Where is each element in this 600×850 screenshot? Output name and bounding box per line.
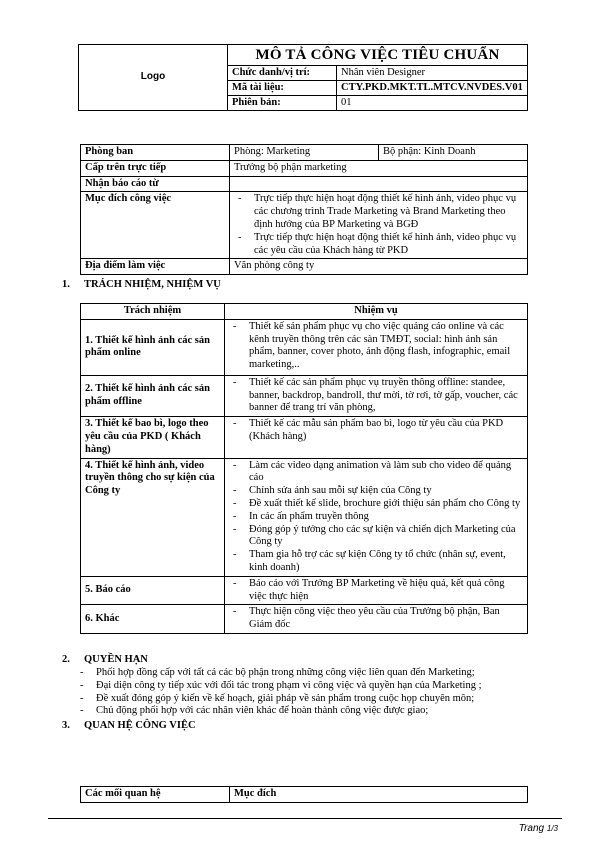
responsibility-name: 1. Thiết kế hình ảnh các sản phẩm online [81,319,225,375]
section-title: QUYỀN HẠN [84,654,148,665]
position-label: Chức danh/vị trí: [228,66,337,81]
task-item: - Báo cáo với Trưởng BP Marketing về hiệu quả, kết quả công việc thực hiện [229,578,523,604]
tasks-cell [225,576,528,605]
table-row [81,375,528,416]
responsibility-name: 5. Báo cáo [81,576,225,605]
table-row [81,576,528,605]
reports-from-label: Nhận báo cáo từ [81,176,230,192]
purpose-label: Mục đích công việc [81,192,230,259]
task-item: - In các ấn phẩm truyền thông [229,511,523,524]
table-row [81,319,528,375]
location-value: Văn phòng công ty [230,259,528,275]
supervisor-label: Cấp trên trực tiếp [81,160,230,176]
task-item: - Đề xuất thiết kế slide, brochure giới thiệu sản phẩm cho Công ty [229,498,523,511]
section-number: 3. [62,720,70,731]
purpose-item: - Trực tiếp thực hiện hoạt động thiết kế hình ảnh, video phục vụ các chương trình Trade Marketing và Brand Marketing theo định hướng của BP Marketing và BGĐ [234,193,523,231]
section-3-heading [62,720,196,733]
job-info-table [80,144,528,275]
doc-code-value: CTY.PKD.MKT.TL.MTCV.NVDES.V01 [337,81,528,96]
tasks-cell [225,605,528,634]
page-number: 1/3 [546,824,558,833]
task-item: - Làm các video dạng animation và làm sub cho video để quảng cáo [229,460,523,486]
table-row [81,458,528,576]
tasks-cell [225,375,528,416]
task-item: - Thiết kế sản phẩm phục vụ cho việc quảng cáo online và các kênh truyền thông trên các sàn TMĐT, social: hình ảnh sản phẩm, banner, cover photo, ảnh động flash, infographic, email marketing,.. [229,321,523,372]
task-item: - Thực hiện công việc theo yêu cầu của Trưởng bộ phận, Ban Giám đốc [229,606,523,632]
authority-list [78,667,548,718]
authority-item: - Đại diện công ty tiếp xúc với đối tác trong phạm vi công việc và quyền hạn của Marketing ; [78,680,548,693]
responsibility-name: 6. Khác [81,605,225,634]
section-title: TRÁCH NHIỆM, NHIỆM VỤ [84,279,221,290]
tasks-cell [225,417,528,458]
task-item: - Chỉnh sửa ảnh sau mỗi sự kiện của Công ty [229,485,523,498]
authority-item: - Đề xuất đóng góp ý kiến về kế hoạch, giải pháp về sản phẩm trong cuộc họp chuyên môn; [78,693,548,706]
logo: Logo [79,45,228,111]
page-label: Trang [518,823,545,834]
section-number: 1. [62,279,70,290]
version-value: 01 [337,96,528,111]
document-header [78,44,528,111]
location-label: Địa điểm làm việc [81,259,230,275]
responsibility-name: 3. Thiết kế bao bì, logo theo yêu cầu của PKD ( Khách hàng) [81,417,225,458]
section-number: 2. [62,654,70,665]
department-value: Phòng: Marketing [230,145,379,161]
authority-item: - Chủ động phối hợp với các nhân viên khác để hoàn thành công việc được giao; [78,705,548,718]
document-title: MÔ TẢ CÔNG VIỆC TIÊU CHUẨN [228,45,528,66]
purpose-item: - Trực tiếp thực hiện hoạt động thiết kế hình ảnh, video phục vụ các yêu cầu của Khách hàng từ PKD [234,232,523,258]
purpose-value [230,192,528,259]
responsibilities-table [80,303,528,634]
task-item: - Thiết kế các sản phẩm phục vụ truyền thông offline: standee, banner, backdrop, bandroll, thư mời, tờ rơi, tờ gấp, voucher, các banner để trang trí văn phòng, [229,377,523,415]
authority-item: - Phối hợp đồng cấp với tất cả các bộ phận trong những công việc liên quan đến Marketing; [78,667,548,680]
section-title: QUAN HỆ CÔNG VIỆC [84,720,196,731]
supervisor-value: Trưởng bộ phận marketing [230,160,528,176]
doc-code-label: Mã tài liệu: [228,81,337,96]
section-2-heading [62,654,148,667]
table-row [81,417,528,458]
responsibility-name: 4. Thiết kế hình ảnh, video truyền thông cho sự kiện của Công ty [81,458,225,576]
col-header-relations: Các mối quan hệ [81,787,230,803]
task-item: - Thiết kế các mẫu sản phẩm bao bì, logo từ yêu cầu của PKD (Khách hàng) [229,418,523,444]
department-label: Phòng ban [81,145,230,161]
tasks-cell [225,319,528,375]
division-value: Bộ phận: Kinh Doanh [379,145,528,161]
version-label: Phiên bản: [228,96,337,111]
task-item: - Tham gia hỗ trợ các sự kiện Công ty tổ chức (nhân sự, event, kinh doanh) [229,549,523,575]
col-header-tasks: Nhiệm vụ [225,304,528,320]
footer-divider [48,818,562,819]
responsibility-name: 2. Thiết kế hình ảnh các sản phẩm offline [81,375,225,416]
col-header-purpose: Mục đích [230,787,528,803]
reports-from-value [230,176,528,192]
page-footer [519,823,558,835]
col-header-responsibility: Trách nhiệm [81,304,225,320]
position-value: Nhân viên Designer [337,66,528,81]
task-item: - Đóng góp ý tưởng cho các sự kiện và chiến dịch Marketing của Công ty [229,524,523,550]
table-row [81,605,528,634]
tasks-cell [225,458,528,576]
section-1-heading [62,279,221,292]
relations-table [80,786,528,803]
